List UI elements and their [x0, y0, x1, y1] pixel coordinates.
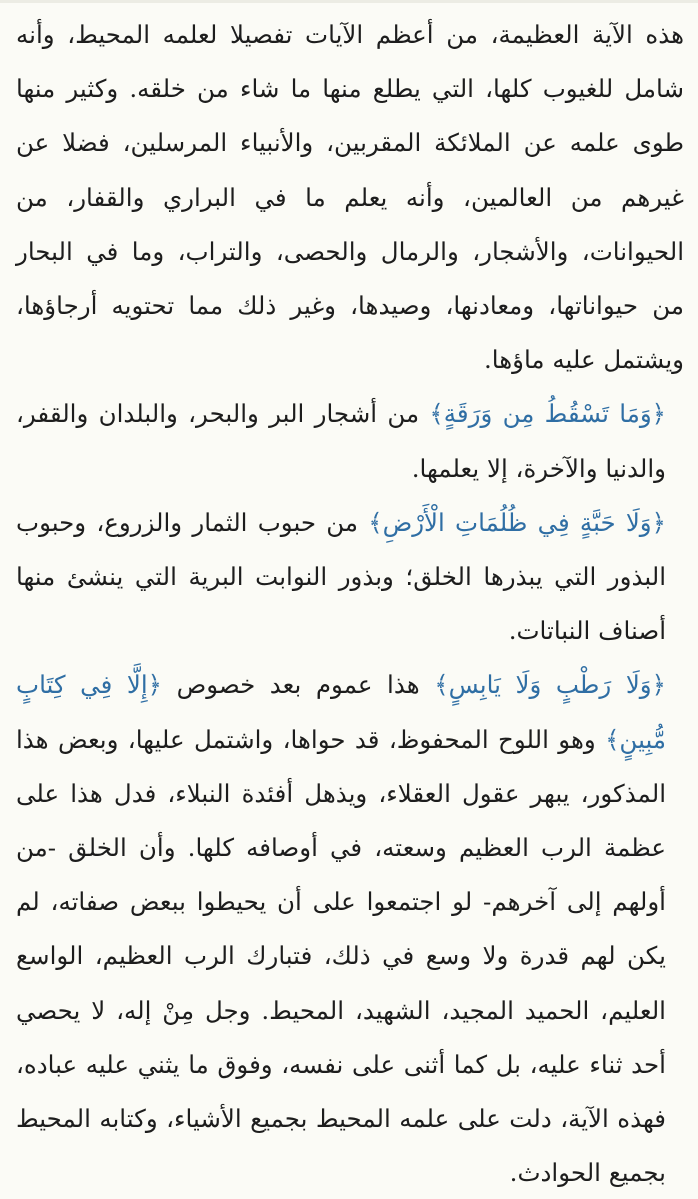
paragraph-text: من أشجار البر والبحر، والبلدان والقفر، والدنيا والآخرة، إلا يعلمها. [16, 399, 666, 483]
paragraph-text: وهو اللوح المحفوظ، قد حواها، واشتمل عليها، وبعض هذا المذكور، يبهر عقول العقلاء، ويذهل أفئدة النبلاء، فدل هذا على عظمة الرب العظيم وسعته، في أوصافه كلها. وأن الخلق -من أولهم إلى آخرهم- لو اجتمعوا على أن يحيطوا ببعض صفاته، لم يكن لهم قدرة ولا وسع في ذلك، فتبارك الرب العظيم، الواسع العليم، الحميد المجيد، الشهيد، المحيط. وجل مِنْ إله، لا يحصي أحد ثناء عليه، بل كما أثنى على نفسه، وفوق ما يثني عليه عباده، فهذه الآية، دلت على علمه المحيط بجميع الأشياء، وكتابه المحيط بجميع الحوادث. [16, 724, 666, 1188]
top-edge [0, 0, 698, 3]
paragraph-text: هذه الآية العظيمة، من أعظم الآيات تفصيلا لعلمه المحيط، وأنه شامل للغيوب كلها، التي يطلع منها ما شاء من خلقه. وكثير منها طوى علمه عن الملائكة المقربين، والأنبياء المرسلين، فضلا عن غيرهم من العالمين، وأنه يعلم ما في البراري والقفار، من الحيوانات، والأشجار، والرمال والحصى، والتراب، وما في البحار من حيواناتها، ومعادنها، وصيدها، وغير ذلك مما تحتويه أرجاؤها، ويشتمل عليه ماؤها. [16, 20, 684, 375]
quran-verse: ﴿إِلَّا فِي كِتَابٍ مُّبِينٍ﴾ [16, 670, 666, 754]
paragraph-book [16, 658, 684, 1199]
paragraph-intro [16, 8, 684, 387]
quran-verse: ﴿وَلَا رَطْبٍ وَلَا يَابِسٍ﴾ [434, 670, 666, 700]
paragraph-text: من حبوب الثمار والزروع، وحبوب البذور التي يبذرها الخلق؛ وبذور النوابت البرية التي ينشئ منها أصناف النباتات. [16, 507, 666, 646]
quran-verse: ﴿وَلَا حَبَّةٍ فِي ظُلُمَاتِ الْأَرْضِ﴾ [368, 507, 666, 537]
paragraph-seed [16, 496, 684, 659]
paragraph-text: هذا عموم بعد خصوص [162, 670, 435, 700]
paragraph-leaf [16, 387, 684, 495]
quran-verse: ﴿وَمَا تَسْقُطُ مِن وَرَقَةٍ﴾ [429, 399, 667, 429]
